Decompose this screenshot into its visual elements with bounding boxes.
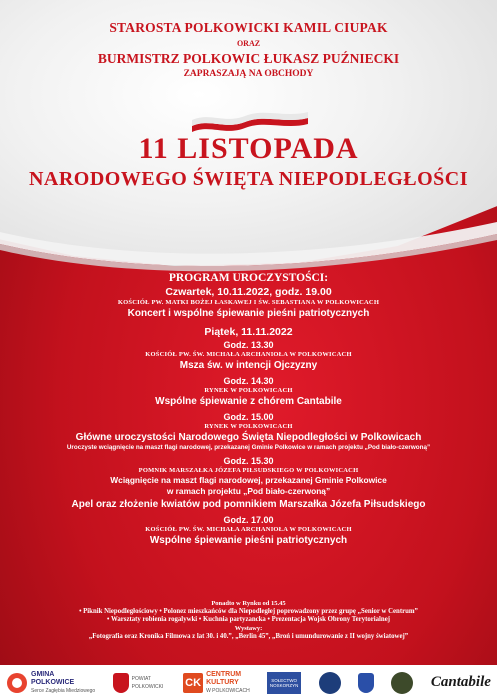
powiat-logo	[113, 673, 166, 693]
event3-time: Godz. 15.00	[223, 412, 274, 422]
extras-line1: • Piknik Niepodległościowy • Polonez mieszkańców dla Niepodległej poprowadzony przez grupę „Senior w Centrum”	[79, 608, 418, 615]
day1-date: Czwartek, 10.11.2022, godz. 19.00	[165, 286, 332, 298]
burmistrz-line: BURMISTRZ POLKOWIC ŁUKASZ PUŹNIECKI	[97, 51, 400, 66]
event2-title: Wspólne śpiewanie z chórem Cantabile	[155, 396, 342, 407]
powiat-crest-icon	[113, 673, 129, 693]
cantabile-logo: Cantabile	[430, 674, 491, 690]
event5-title: Wspólne śpiewanie pieśni patriotycznych	[149, 535, 348, 546]
event1-place: KOŚCIÓŁ PW. ŚW. MICHAŁA ARCHANIOŁA W POLKOWICACH	[145, 351, 352, 358]
powiat-label: POWIAT POLKOWICKI	[131, 675, 164, 690]
event3-place: RYNEK W POLKOWICACH	[204, 423, 293, 430]
shield-emblem-icon	[358, 673, 374, 693]
title-block	[0, 132, 497, 191]
oraz-text: ORAZ	[236, 39, 261, 48]
extras-intro: Ponadto w Rynku od 15.45	[211, 600, 286, 607]
day1-place: KOŚCIÓŁ PW. MATKI BOŻEJ ŁASKAWEJ I ŚW. SEBASTIANA W POLKOWICACH	[117, 299, 380, 306]
program	[0, 272, 497, 546]
event1-time: Godz. 13.30	[223, 340, 274, 350]
event3-note: Uroczyste wciągnięcie na maszt flagi narodowej, przekazanej Gminie Polkowice w ramach projektu „Pod biało-czerwoną”	[66, 444, 431, 451]
sub-title: NARODOWEGO ŚWIĘTA NIEPODLEGŁOŚCI	[28, 168, 469, 190]
event4-subline1: Wciągnięcie na maszt flagi narodowej, przekazanej Gminie Polkowice	[110, 475, 387, 485]
extras-line2: • Warsztaty robienia rogalywki • Kuchnia partyzancka • Prezentacja Wojsk Obrony Terytorialnej	[107, 616, 390, 623]
program-heading: PROGRAM UROCZYSTOŚCI:	[168, 272, 329, 284]
event4-subline2: w ramach projektu „Pod biało-czerwoną”	[166, 486, 331, 496]
event4-place: POMNIK MARSZAŁKA JÓZEFA PIŁSUDSKIEGO W POLKOWICACH	[138, 467, 359, 474]
starosta-line: STAROSTA POLKOWICKI KAMIL CIUPAK	[109, 20, 388, 35]
gmina-polkowice-logo	[6, 671, 95, 695]
military-badge-icon	[319, 672, 341, 694]
centrum-kultury-logo	[183, 671, 250, 695]
event1-title: Msza św. w intencji Ojczyzny	[179, 360, 318, 371]
day2-date: Piątek, 11.11.2022	[204, 326, 293, 338]
event2-place: RYNEK W POLKOWICACH	[204, 387, 293, 394]
ck-line1: CENTRUM	[206, 670, 242, 678]
territorial-defense-icon	[391, 672, 413, 694]
gmina-polkowice-label: POLKOWICE	[31, 678, 75, 686]
gmina-label: GMINA	[31, 670, 55, 678]
event3-title: Główne uroczystości Narodowego Święta Niepodległości w Polkowicach	[75, 432, 422, 443]
ck-line3: W POLKOWICACH	[206, 687, 250, 694]
ck-logo-icon: CK	[183, 673, 203, 693]
sponsor-footer	[0, 665, 497, 700]
extras	[0, 600, 497, 640]
header	[0, 20, 497, 79]
extras-line3: „Fotografia oraz Kronika Filmowa z lat 30. i 40.”, „Berlin 45”, „Broń i umundurowanie z II wojny światowej”	[88, 633, 409, 640]
main-title: 11 LISTOPADA	[138, 132, 359, 165]
solectwo-logo: SOŁECTWO NOSKORZYN	[267, 672, 301, 694]
event2-time: Godz. 14.30	[223, 376, 274, 386]
ck-line2: KULTURY	[206, 678, 239, 686]
invite-text: ZAPRASZAJĄ NA OBCHODY	[183, 69, 314, 79]
gmina-crest-icon	[6, 672, 28, 694]
event4-title: Apel oraz złożenie kwiatów pod pomnikiem Marszałka Józefa Piłsudskiego	[71, 499, 426, 510]
event5-time: Godz. 17.00	[223, 515, 274, 525]
day1-event: Koncert i wspólne śpiewanie pieśni patriotycznych	[127, 308, 370, 319]
event5-place: KOŚCIÓŁ PW. ŚW. MICHAŁA ARCHANIOŁA W POLKOWICACH	[145, 526, 352, 533]
event4-time: Godz. 15.30	[223, 456, 274, 466]
small-flag-icon	[190, 112, 310, 134]
exhibitions-label: Wystawy:	[234, 625, 263, 632]
gmina-tagline: Serce Zagłębia Miedziowego	[31, 687, 96, 694]
